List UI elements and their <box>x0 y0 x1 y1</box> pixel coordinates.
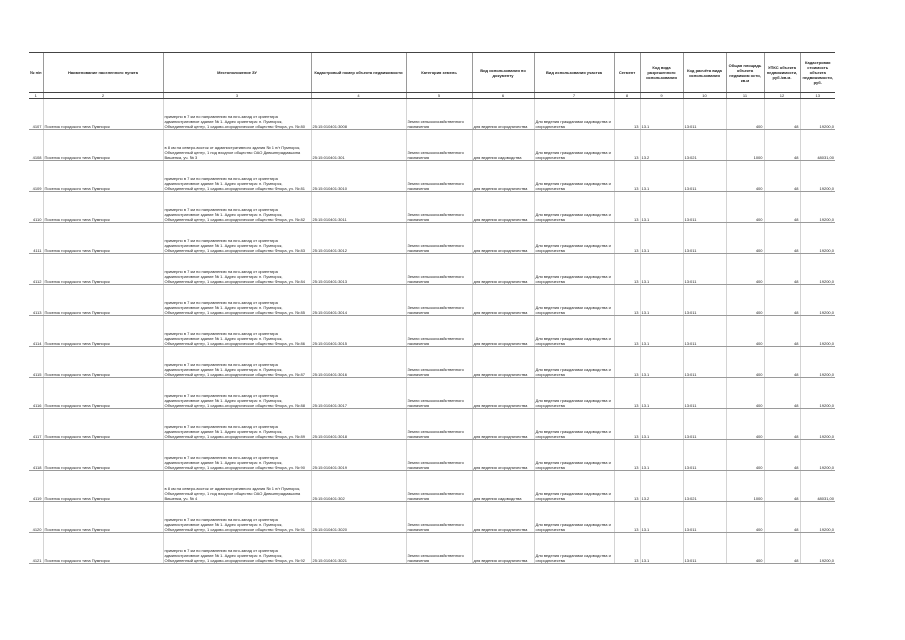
cadastral-value: 19200,0 <box>800 347 835 378</box>
use-calc-code: 13:011 <box>683 223 726 254</box>
row-number: 4120 <box>29 502 43 533</box>
row-number: 4117 <box>29 409 43 440</box>
settlement-name: Поселок городского типа Пумпорск <box>43 533 163 564</box>
land-category: Земли сельскохозяйственного назначения <box>406 409 472 440</box>
column-header: Кадастровая стоимость объекта недвижимости, руб. <box>800 53 835 93</box>
use-by-document: для ведения огородничества <box>472 223 534 254</box>
settlement-name: Поселок городского типа Пумпорск <box>43 471 163 502</box>
settlement-name: Поселок городского типа Пумпорск <box>43 502 163 533</box>
land-location: примерно в 7 км по направлению на юго-запад от ориентира административное здание № 1. Адрес ориентира: п. Пумпорск, Объединенный центр, 1 садово-огородническое общество Флора, уч. № 90 <box>163 440 311 471</box>
cadastral-value: 19200,0 <box>800 378 835 409</box>
cadastral-value: 19200,0 <box>800 99 835 130</box>
actual-use: Для ведения гражданами садоводства и огородничества <box>534 409 614 440</box>
permitted-use-code: 13.1 <box>640 316 683 347</box>
use-calc-code: 13:021 <box>683 130 726 161</box>
actual-use: Для ведения гражданами садоводства и огородничества <box>534 130 614 161</box>
land-category: Земли сельскохозяйственного назначения <box>406 161 472 192</box>
table-row <box>29 378 835 409</box>
upks-value: 48 <box>764 440 800 471</box>
actual-use: Для ведения гражданами садоводства и огородничества <box>534 285 614 316</box>
permitted-use-code: 13.1 <box>640 502 683 533</box>
actual-use: Для ведения гражданами садоводства и огородничества <box>534 502 614 533</box>
table-row <box>29 254 835 285</box>
upks-value: 48 <box>764 471 800 502</box>
land-category: Земли сельскохозяйственного назначения <box>406 316 472 347</box>
use-by-document: для ведения огородничества <box>472 347 534 378</box>
cadastral-number: 25:15:010401:3008 <box>311 99 406 130</box>
cadastral-number: 25:15:010401:3010 <box>311 161 406 192</box>
cadastral-value: 19200,0 <box>800 192 835 223</box>
actual-use: Для ведения гражданами садоводства и огородничества <box>534 347 614 378</box>
row-number: 4110 <box>29 192 43 223</box>
segment: 13 <box>614 192 640 223</box>
actual-use: Для ведения гражданами садоводства и огородничества <box>534 254 614 285</box>
cadastral-value: 19200,0 <box>800 533 835 564</box>
area: 400 <box>726 316 764 347</box>
column-number: 2 <box>43 93 163 99</box>
column-number: 3 <box>163 93 311 99</box>
land-location: примерно в 7 км по направлению на юго-запад от ориентира административное здание № 1. Адрес ориентира: п. Пумпорск, Объединенный центр, 1 садово-огородническое общество Флора, уч. № 81 <box>163 161 311 192</box>
use-by-document: для ведения огородничества <box>472 161 534 192</box>
cadastral-number: 25:15:010401:3020 <box>311 502 406 533</box>
segment: 13 <box>614 161 640 192</box>
table-row <box>29 130 835 161</box>
cadastral-value: 48031,00 <box>800 471 835 502</box>
land-location: примерно в 7 км по направлению на юго-запад от ориентира административное здание № 1. Адрес ориентира: п. Пумпорск, Объединенный центр, 1 садово-огородническое общество Флора, уч. № 91 <box>163 502 311 533</box>
permitted-use-code: 13.1 <box>640 99 683 130</box>
cadastral-value-sheet <box>29 52 835 564</box>
cadastral-value: 19200,0 <box>800 440 835 471</box>
row-number: 4116 <box>29 378 43 409</box>
permitted-use-code: 13.1 <box>640 192 683 223</box>
column-number: 6 <box>472 93 534 99</box>
area: 1000 <box>726 471 764 502</box>
use-calc-code: 13:011 <box>683 347 726 378</box>
upks-value: 48 <box>764 254 800 285</box>
upks-value: 48 <box>764 378 800 409</box>
use-calc-code: 13:011 <box>683 99 726 130</box>
row-number: 4111 <box>29 223 43 254</box>
upks-value: 48 <box>764 347 800 378</box>
actual-use: Для ведения гражданами садоводства и огородничества <box>534 378 614 409</box>
permitted-use-code: 13.1 <box>640 440 683 471</box>
upks-value: 48 <box>764 192 800 223</box>
header-row <box>29 53 835 93</box>
settlement-name: Поселок городского типа Пумпорск <box>43 99 163 130</box>
table-row <box>29 223 835 254</box>
row-number: 4113 <box>29 285 43 316</box>
column-number: 10 <box>683 93 726 99</box>
settlement-name: Поселок городского типа Пумпорск <box>43 316 163 347</box>
area: 400 <box>726 285 764 316</box>
land-location: примерно в 7 км по направлению на юго-запад от ориентира административное здание № 1. Адрес ориентира: п. Пумпорск, Объединенный центр, 1 садово-огородническое общество Флора, уч. № 82 <box>163 192 311 223</box>
table-row <box>29 440 835 471</box>
table-row <box>29 347 835 378</box>
column-number: 1 <box>29 93 43 99</box>
permitted-use-code: 13.1 <box>640 409 683 440</box>
land-location: в 8 км на северо-восток от административного здания № 1 п/т Пумпорск, Объединенный центр, 1 под входное общество ОАО Дивьинградмашина Вишенка, уч. № 3 <box>163 130 311 161</box>
column-header: Код расчёта вида использования <box>683 53 726 93</box>
area: 400 <box>726 192 764 223</box>
land-location: примерно в 7 км по направлению на юго-запад от ориентира административное здание № 1. Адрес ориентира: п. Пумпорск, Объединенный центр, 1 садово-огородническое общество Флора, уч. № 85 <box>163 285 311 316</box>
permitted-use-code: 13.1 <box>640 285 683 316</box>
cadastral-number: 25:15:010401:3011 <box>311 192 406 223</box>
land-category: Земли сельскохозяйственного назначения <box>406 285 472 316</box>
use-calc-code: 13:021 <box>683 471 726 502</box>
segment: 13 <box>614 378 640 409</box>
segment: 13 <box>614 99 640 130</box>
land-location: в 8 км на северо-восток от административного здания № 1 п/т Пумпорск, Объединенный центр, 1 под входное общество ОАО Дивьинградмашина Вишенка, уч. № 4 <box>163 471 311 502</box>
land-category: Земли сельскохозяйственного назначения <box>406 471 472 502</box>
column-header: Вид использования по документу <box>472 53 534 93</box>
column-header: Вид использования участка <box>534 53 614 93</box>
cadastral-number: 25:15:010401:3015 <box>311 316 406 347</box>
table-row <box>29 502 835 533</box>
column-number: 13 <box>800 93 835 99</box>
table-row <box>29 316 835 347</box>
land-location: примерно в 7 км по направлению на юго-запад от ориентира административное здание № 1. Адрес ориентира: п. Пумпорск, Объединенный центр, 1 садово-огородническое общество Флора, уч. № 87 <box>163 347 311 378</box>
use-by-document: для ведения огородничества <box>472 285 534 316</box>
land-category: Земли сельскохозяйственного назначения <box>406 347 472 378</box>
use-by-document: для ведения огородничества <box>472 533 534 564</box>
segment: 13 <box>614 130 640 161</box>
row-number: 4109 <box>29 161 43 192</box>
column-number: 5 <box>406 93 472 99</box>
land-location: примерно в 7 км по направлению на юго-запад от ориентира административное здание № 1. Адрес ориентира: п. Пумпорск, Объединенный центр, 1 садово-огородническое общество Флора, уч. № 83 <box>163 223 311 254</box>
upks-value: 48 <box>764 316 800 347</box>
row-number: 4108 <box>29 130 43 161</box>
cadastral-number: 25:15:010401:3016 <box>311 347 406 378</box>
area: 400 <box>726 254 764 285</box>
upks-value: 48 <box>764 533 800 564</box>
table-row <box>29 285 835 316</box>
permitted-use-code: 13.1 <box>640 223 683 254</box>
use-calc-code: 13:011 <box>683 440 726 471</box>
upks-value: 48 <box>764 99 800 130</box>
cadastral-value: 19200,0 <box>800 316 835 347</box>
column-number: 7 <box>534 93 614 99</box>
column-header: Общая площадь объекта недвижим ости, кв.м <box>726 53 764 93</box>
cadastral-value: 19200,0 <box>800 223 835 254</box>
cadastral-value: 19200,0 <box>800 161 835 192</box>
cadastral-value-table <box>29 52 835 564</box>
column-header: Код вида разрешенного использования <box>640 53 683 93</box>
cadastral-number: 25:15:010401:3013 <box>311 254 406 285</box>
use-by-document: для ведения огородничества <box>472 254 534 285</box>
area: 400 <box>726 99 764 130</box>
actual-use: Для ведения гражданами садоводства и огородничества <box>534 440 614 471</box>
column-header: Кадастровый номер объекта недвижимости <box>311 53 406 93</box>
area: 400 <box>726 223 764 254</box>
settlement-name: Поселок городского типа Пумпорск <box>43 409 163 440</box>
land-location: примерно в 7 км по направлению на юго-запад от ориентира административное здание № 1. Адрес ориентира: п. Пумпорск, Объединенный центр, 1 садово-огородническое общество Флора, уч. № 89 <box>163 409 311 440</box>
cadastral-value: 19200,0 <box>800 409 835 440</box>
actual-use: Для ведения гражданами садоводства и огородничества <box>534 192 614 223</box>
column-number: 9 <box>640 93 683 99</box>
row-number: 4115 <box>29 347 43 378</box>
settlement-name: Поселок городского типа Пумпорск <box>43 347 163 378</box>
settlement-name: Поселок городского типа Пумпорск <box>43 440 163 471</box>
cadastral-number: 25:15:010401:301 <box>311 130 406 161</box>
area: 400 <box>726 347 764 378</box>
column-number: 4 <box>311 93 406 99</box>
land-category: Земли сельскохозяйственного назначения <box>406 223 472 254</box>
use-by-document: для ведения огородничества <box>472 440 534 471</box>
table-row <box>29 161 835 192</box>
area: 400 <box>726 533 764 564</box>
land-category: Земли сельскохозяйственного назначения <box>406 378 472 409</box>
segment: 13 <box>614 285 640 316</box>
actual-use: Для ведения гражданами садоводства и огородничества <box>534 471 614 502</box>
settlement-name: Поселок городского типа Пумпорск <box>43 192 163 223</box>
upks-value: 48 <box>764 130 800 161</box>
use-by-document: для ведения огородничества <box>472 502 534 533</box>
land-location: примерно в 7 км по направлению на юго-запад от ориентира административное здание № 1. Адрес ориентира: п. Пумпорск, Объединенный центр, 1 садово-огородническое общество Флора, уч. № 80 <box>163 99 311 130</box>
actual-use: Для ведения гражданами садоводства и огородничества <box>534 161 614 192</box>
cadastral-number: 25:15:010401:3019 <box>311 440 406 471</box>
land-category: Земли сельскохозяйственного назначения <box>406 130 472 161</box>
use-by-document: для ведения огородничества <box>472 99 534 130</box>
table-row <box>29 533 835 564</box>
settlement-name: Поселок городского типа Пумпорск <box>43 130 163 161</box>
cadastral-number: 25:15:010401:3014 <box>311 285 406 316</box>
row-number: 4119 <box>29 471 43 502</box>
column-header: Наименование населенного пункта <box>43 53 163 93</box>
land-category: Земли сельскохозяйственного назначения <box>406 440 472 471</box>
permitted-use-code: 13.1 <box>640 533 683 564</box>
area: 1000 <box>726 130 764 161</box>
column-header: Местоположение ЗУ <box>163 53 311 93</box>
use-calc-code: 13:011 <box>683 161 726 192</box>
settlement-name: Поселок городского типа Пумпорск <box>43 161 163 192</box>
settlement-name: Поселок городского типа Пумпорск <box>43 378 163 409</box>
segment: 13 <box>614 440 640 471</box>
land-location: примерно в 7 км по направлению на юго-запад от ориентира административное здание № 1. Адрес ориентира: п. Пумпорск, Объединенный центр, 1 садово-огородническое общество Флора, уч. № 86 <box>163 316 311 347</box>
cadastral-value: 19200,0 <box>800 285 835 316</box>
row-number: 4118 <box>29 440 43 471</box>
area: 400 <box>726 378 764 409</box>
row-number: 4121 <box>29 533 43 564</box>
use-calc-code: 13:011 <box>683 533 726 564</box>
use-calc-code: 13:011 <box>683 285 726 316</box>
use-calc-code: 13:011 <box>683 378 726 409</box>
use-by-document: для ведения огородничества <box>472 316 534 347</box>
use-by-document: для ведения огородничества <box>472 409 534 440</box>
column-header: Категория земель <box>406 53 472 93</box>
upks-value: 48 <box>764 161 800 192</box>
use-calc-code: 13:011 <box>683 409 726 440</box>
segment: 13 <box>614 409 640 440</box>
table-row <box>29 99 835 130</box>
table-row <box>29 192 835 223</box>
area: 400 <box>726 440 764 471</box>
segment: 13 <box>614 471 640 502</box>
use-by-document: для ведения садоводства <box>472 471 534 502</box>
use-calc-code: 13:011 <box>683 502 726 533</box>
cadastral-number: 25:15:010401:3021 <box>311 533 406 564</box>
use-calc-code: 13:011 <box>683 316 726 347</box>
row-number: 4107 <box>29 99 43 130</box>
area: 400 <box>726 161 764 192</box>
land-category: Земли сельскохозяйственного назначения <box>406 192 472 223</box>
use-calc-code: 13:011 <box>683 192 726 223</box>
cadastral-value: 48031,00 <box>800 130 835 161</box>
actual-use: Для ведения гражданами садоводства и огородничества <box>534 223 614 254</box>
cadastral-value: 19200,0 <box>800 502 835 533</box>
use-by-document: для ведения огородничества <box>472 378 534 409</box>
actual-use: Для ведения гражданами садоводства и огородничества <box>534 316 614 347</box>
actual-use: Для ведения гражданами садоводства и огородничества <box>534 99 614 130</box>
row-number: 4114 <box>29 316 43 347</box>
use-by-document: для ведения садоводства <box>472 130 534 161</box>
table-row <box>29 409 835 440</box>
land-location: примерно в 7 км по направлению на юго-запад от ориентира административное здание № 1. Адрес ориентира: п. Пумпорск, Объединенный центр, 1 садово-огородническое общество Флора, уч. № 88 <box>163 378 311 409</box>
column-header: № п/п <box>29 53 43 93</box>
use-by-document: для ведения огородничества <box>472 192 534 223</box>
land-location: примерно в 7 км по направлению на юго-запад от ориентира административное здание № 1. Адрес ориентира: п. Пумпорск, Объединенный центр, 1 садово-огородническое общество Флора, уч. № 92 <box>163 533 311 564</box>
permitted-use-code: 13.1 <box>640 161 683 192</box>
cadastral-number: 25:15:010401:302 <box>311 471 406 502</box>
settlement-name: Поселок городского типа Пумпорск <box>43 223 163 254</box>
segment: 13 <box>614 254 640 285</box>
column-header: УПКС объекта недвижимости, руб./кв.м. <box>764 53 800 93</box>
cadastral-number: 25:15:010401:3012 <box>311 223 406 254</box>
permitted-use-code: 13.2 <box>640 130 683 161</box>
upks-value: 48 <box>764 285 800 316</box>
cadastral-number: 25:15:010401:3018 <box>311 409 406 440</box>
settlement-name: Поселок городского типа Пумпорск <box>43 254 163 285</box>
table-row <box>29 471 835 502</box>
permitted-use-code: 13.1 <box>640 347 683 378</box>
actual-use: Для ведения гражданами садоводства и огородничества <box>534 533 614 564</box>
land-category: Земли сельскохозяйственного назначения <box>406 533 472 564</box>
upks-value: 48 <box>764 502 800 533</box>
column-number: 12 <box>764 93 800 99</box>
settlement-name: Поселок городского типа Пумпорск <box>43 285 163 316</box>
column-number: 11 <box>726 93 764 99</box>
permitted-use-code: 13.1 <box>640 254 683 285</box>
land-category: Земли сельскохозяйственного назначения <box>406 502 472 533</box>
upks-value: 48 <box>764 409 800 440</box>
row-number: 4112 <box>29 254 43 285</box>
land-category: Земли сельскохозяйственного назначения <box>406 99 472 130</box>
use-calc-code: 13:011 <box>683 254 726 285</box>
cadastral-value: 19200,0 <box>800 254 835 285</box>
upks-value: 48 <box>764 223 800 254</box>
cadastral-number: 25:15:010401:3017 <box>311 378 406 409</box>
area: 400 <box>726 409 764 440</box>
column-header: Сегмент <box>614 53 640 93</box>
segment: 13 <box>614 502 640 533</box>
segment: 13 <box>614 316 640 347</box>
land-category: Земли сельскохозяйственного назначения <box>406 254 472 285</box>
segment: 13 <box>614 533 640 564</box>
area: 400 <box>726 502 764 533</box>
land-location: примерно в 7 км по направлению на юго-запад от ориентира административное здание № 1. Адрес ориентира: п. Пумпорск, Объединенный центр, 1 садово-огородническое общество Флора, уч. № 84 <box>163 254 311 285</box>
segment: 13 <box>614 347 640 378</box>
segment: 13 <box>614 223 640 254</box>
column-number: 8 <box>614 93 640 99</box>
permitted-use-code: 13.1 <box>640 378 683 409</box>
permitted-use-code: 13.2 <box>640 471 683 502</box>
